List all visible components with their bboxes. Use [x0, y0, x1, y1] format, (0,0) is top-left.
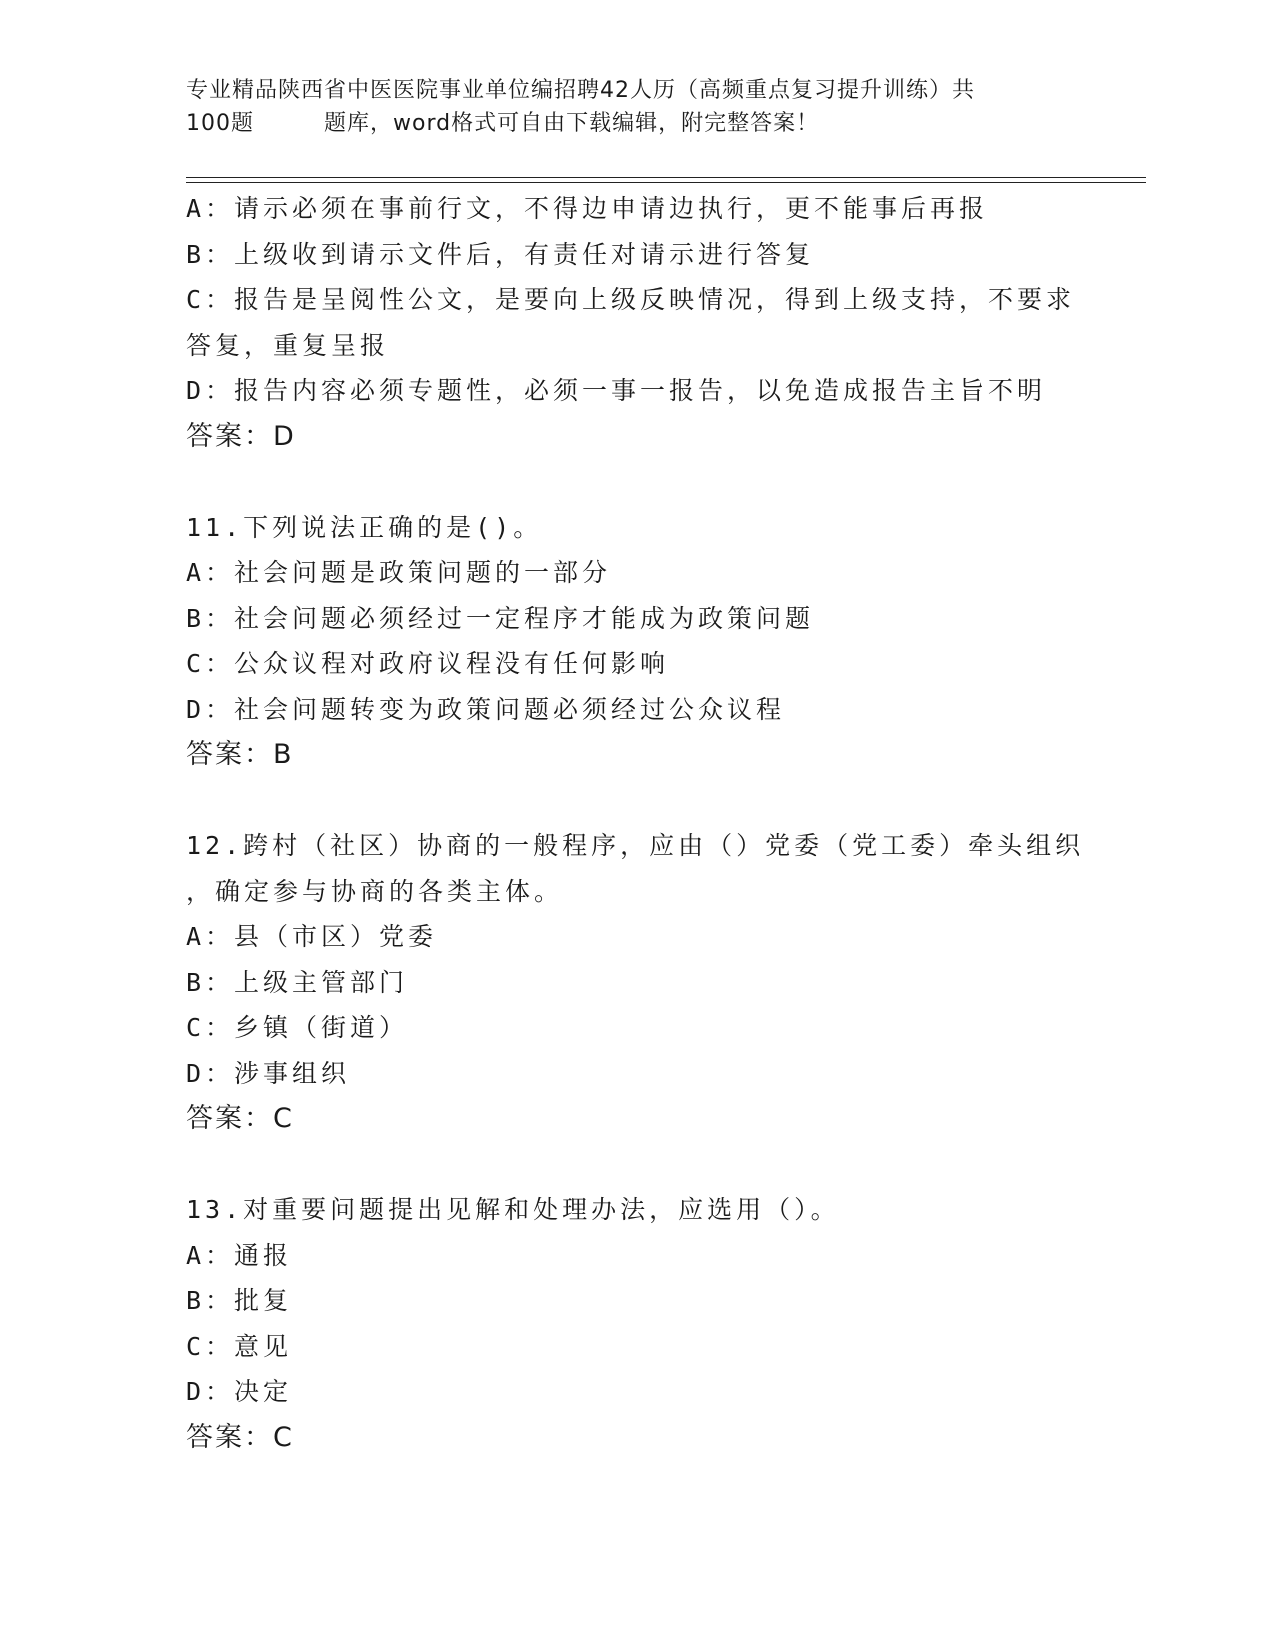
- answer-line: 答案：C: [186, 1103, 294, 1134]
- answer-line: 答案：C: [186, 1421, 294, 1453]
- option-line: A：请示必须在事前行文，不得边申请边执行，更不能事后再报: [186, 194, 989, 223]
- answer-line: 答案：D: [186, 420, 296, 452]
- question-block-12: [186, 823, 1086, 1142]
- question-stem: 13.对重要问题提出见解和处理办法，应选用（）。: [186, 1195, 840, 1224]
- option-line: A：通报: [186, 1240, 293, 1270]
- option-line: D：社会问题转变为政策问题必须经过公众议程: [186, 694, 786, 724]
- question-stem: 12.跨村（社区）协商的一般程序，应由（）党委（党工委）牵头组织: [186, 831, 1085, 860]
- option-line: D：决定: [186, 1377, 293, 1406]
- option-line: A：县（市区）党委: [186, 922, 438, 951]
- option-line: 答复，重复呈报: [186, 330, 390, 360]
- header-divider-top: [186, 177, 1146, 178]
- question-block-13: [186, 1187, 1086, 1460]
- option-line: C：乡镇（街道）: [186, 1013, 409, 1042]
- question-block-10: [186, 186, 1086, 459]
- option-line: A：社会问题是政策问题的一部分: [186, 558, 612, 587]
- header-line-2: [186, 107, 1086, 140]
- page-header: [186, 74, 1086, 140]
- question-block-11: [186, 505, 1086, 778]
- question-stem-continued: ，确定参与协商的各类主体。: [186, 876, 564, 906]
- option-line: D：涉事组织: [186, 1058, 351, 1088]
- header-line-1: 专业精品陕西省中医医院事业单位编招聘42人历（高频重点复习提升训练）共: [186, 78, 975, 103]
- option-line: D：报告内容必须专题性，必须一事一报告，以免造成报告主旨不明: [186, 376, 1047, 405]
- option-line: B：社会问题必须经过一定程序才能成为政策问题: [186, 603, 815, 633]
- option-line: C：意见: [186, 1331, 293, 1361]
- option-line: C：公众议程对政府议程没有任何影响: [186, 649, 670, 678]
- header-divider-bottom: [186, 182, 1146, 183]
- answer-line: 答案：B: [186, 739, 294, 770]
- header-question-count: 100题: [186, 111, 254, 136]
- question-stem: 11.下列说法正确的是()。: [186, 512, 543, 542]
- option-line: B：上级收到请示文件后，有责任对请示进行答复: [186, 239, 815, 269]
- option-line: B：批复: [186, 1286, 293, 1315]
- option-line: B：上级主管部门: [186, 967, 409, 997]
- header-description: 题库，word格式可自由下载编辑，附完整答案！: [324, 111, 820, 136]
- question-list: [186, 186, 1086, 1460]
- option-line: C：报告是呈阅性公文，是要向上级反映情况，得到上级支持，不要求: [186, 285, 1076, 314]
